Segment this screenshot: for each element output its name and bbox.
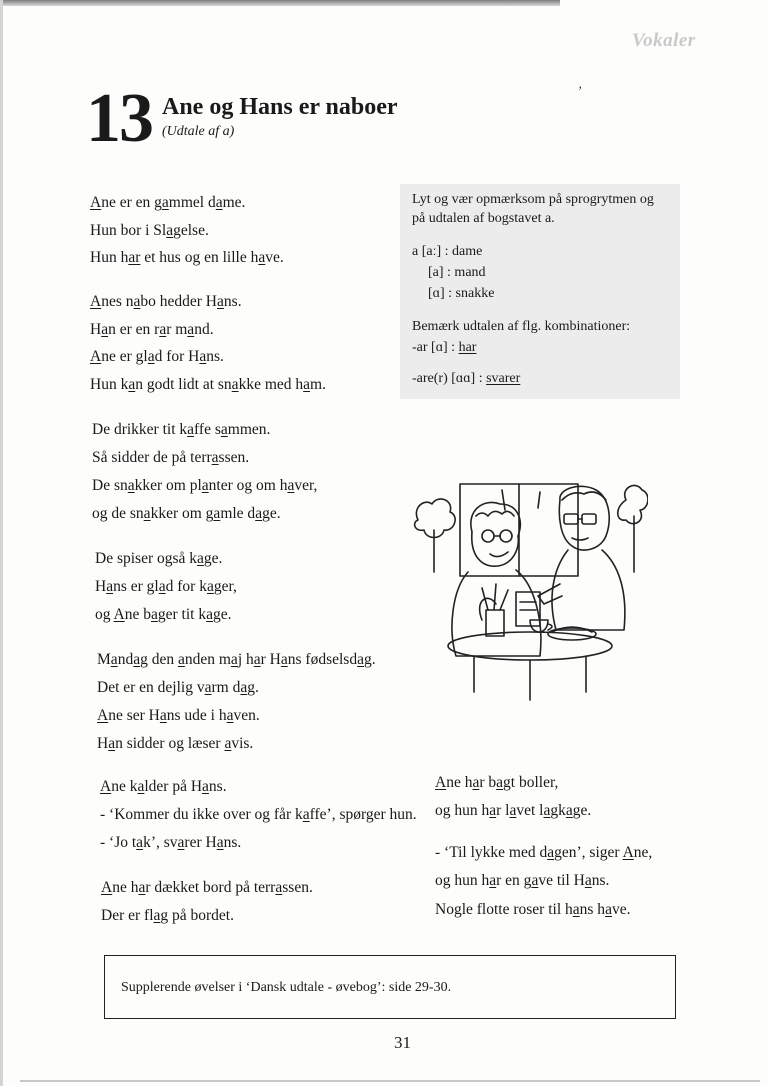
section-header: Vokaler	[632, 30, 696, 51]
poem-line: Hun bor i Slagelse.	[90, 222, 209, 239]
infobox-ipa-line: a [aː] : dame	[412, 244, 483, 259]
poem-line: Så sidder de på terrassen.	[92, 449, 250, 466]
poem-line: Hans er glad for kager,	[95, 578, 237, 595]
infobox-intro-line: på udtalen af bogstavet a.	[412, 211, 555, 226]
poem-line: - ‘Jo tak’, svarer Hans.	[100, 834, 242, 851]
poem-line: Mandag den anden maj har Hans fødselsdag.	[97, 651, 376, 668]
poem-line: Ane ser Hans ude i haven.	[97, 707, 260, 724]
poem-line: Der er flag på bordet.	[101, 907, 234, 924]
infobox-ipa-line: [a] : mand	[428, 265, 486, 280]
poem-line: Anes nabo hedder Hans.	[90, 293, 242, 310]
supplementary-text: Supplerende øvelser i ‘Dansk udtale - øvebog’: side 29-30.	[121, 980, 452, 995]
infobox-combination-line: -ar [ɑ] : har	[412, 340, 477, 355]
scan-edge-bottom	[20, 1080, 760, 1082]
poem-line: Nogle flotte roser til hans have.	[435, 901, 631, 918]
scan-edge-top	[0, 0, 560, 6]
poem-line: Ane kalder på Hans.	[100, 778, 227, 795]
poem-line: Hun har et hus og en lille have.	[90, 249, 284, 266]
poem-line: Ane har bagt boller,	[435, 774, 559, 791]
lesson-title: Ane og Hans er naboer	[162, 94, 398, 120]
poem-line: De snakker om planter og om haver,	[92, 477, 318, 494]
poem-line: og hun har lavet lagkage.	[435, 802, 592, 819]
poem-line: Hun kan godt lidt at snakke med ham.	[90, 376, 326, 393]
poem-line: og de snakker om gamle dage.	[92, 505, 281, 522]
poem-line: Han sidder og læser avis.	[97, 735, 254, 752]
stray-mark: ʼ	[578, 83, 583, 98]
infobox-combination-line: -are(r) [ɑɑ] : svarer	[412, 371, 521, 386]
poem-line: Ane er glad for Hans.	[90, 348, 224, 365]
poem-line: - ‘Til lykke med dagen’, siger Ane,	[435, 844, 653, 861]
infobox-ipa-line: [ɑ] : snakke	[428, 286, 495, 301]
lesson-number: 13	[86, 80, 152, 157]
poem-line: Ane har dækket bord på terrassen.	[101, 879, 313, 896]
infobox-intro-line: Lyt og vær opmærksom på sprogrytmen og	[412, 192, 654, 207]
poem-line: De drikker tit kaffe sammen.	[92, 421, 271, 438]
lesson-subtitle: (Udtale af a)	[162, 124, 235, 139]
infobox-note-line: Bemærk udtalen af flg. kombinationer:	[412, 319, 631, 334]
poem-line: og hun har en gave til Hans.	[435, 872, 610, 889]
poem-line: Det er en dejlig varm dag.	[97, 679, 259, 696]
poem-line: Han er en rar mand.	[90, 321, 214, 338]
poem-line: De spiser også kage.	[95, 550, 223, 567]
poem-line: Ane er en gammel dame.	[90, 194, 246, 211]
page-number: 31	[394, 1033, 411, 1052]
pronunciation-infobox	[400, 184, 680, 399]
coffee-illustration	[412, 480, 648, 702]
poem-line: og Ane bager tit kage.	[95, 606, 232, 623]
supplementary-exercises-box	[104, 955, 676, 1019]
poem-line: - ‘Kommer du ikke over og får kaffe’, spørger hun.	[100, 806, 417, 823]
scan-edge-left	[0, 0, 3, 1086]
